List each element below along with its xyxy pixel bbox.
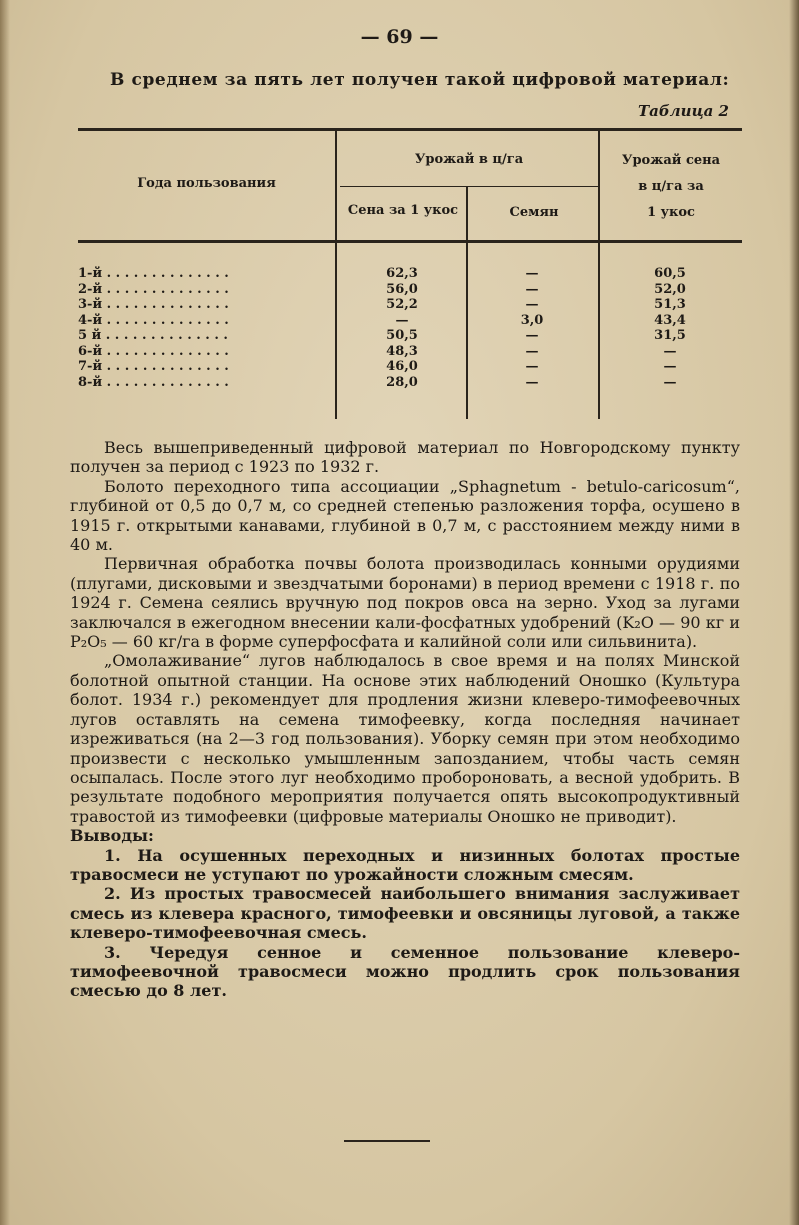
cell-hay-yield: 51,3 <box>654 297 686 312</box>
cell-hay: 56,0 <box>386 281 418 297</box>
conclusions-title: Выводы: <box>70 826 154 846</box>
cell-seed: — <box>525 343 539 359</box>
cell-hay: 62,3 <box>386 266 418 281</box>
conclusion-item: 3. Чередуя сенное и семенное пользование клеверо-тимофеевочной травосмеси можно продлить срок пользования смесью до 8 лет. <box>70 942 740 1001</box>
table-row-year: 3-й . . . . . . . . . . . . . . <box>78 297 229 312</box>
table-caption: Таблица 2 <box>637 102 729 120</box>
cell-hay-yield: 52,0 <box>654 281 686 297</box>
table-row-year: 8-й . . . . . . . . . . . . . . <box>78 374 229 390</box>
paragraph: Болото переходного типа ассоциации „Sphagnetum - betulo-caricosum“, глубиной от 0,5 до 0,7 м, со средней степенью разложения торфа, осушено в 1915 г. открытыми канавами, глубиной в 0,7 м, с расстоянием между ними в 40 м. <box>70 476 740 555</box>
cell-seed: — <box>525 359 539 374</box>
table-header-rule <box>78 240 742 243</box>
cell-hay-yield: — <box>663 343 677 359</box>
cell-seed: — <box>525 281 539 297</box>
page-left-edge <box>0 0 10 1225</box>
cell-seed: — <box>525 328 539 343</box>
header-hay-yield-line1: Урожай сена <box>621 153 721 168</box>
conclusion-item: 1. На осушенных переходных и низинных болотах простые травосмеси не уступают по урожайности сложным смесям. <box>70 845 740 884</box>
header-seeds: Семян <box>509 205 559 220</box>
cell-hay: 52,2 <box>386 297 418 312</box>
header-yield-group: Урожай в ц/га <box>414 152 524 167</box>
cell-seed: 3,0 <box>520 312 544 328</box>
yield-group-rule <box>340 186 598 187</box>
cell-hay: 50,5 <box>386 328 418 343</box>
cell-seed: — <box>525 297 539 312</box>
paragraph: „Омолаживание“ лугов наблюдалось в свое время и на полях Минской болотной опытной станции. На основе этих наблюдений Оношко (Культура болот. 1934 г.) рекомендует для продления жизни клеверо-тимофеевочных лугов оставлять на семена тимофеевку, когда последняя начинает изреживаться (на 2—3 год пользования). Уборку семян при этом необходимо произвести с несколько умышленным запозданием, чтобы часть семян осыпалась. После этого луг необходимо пробороновать, а весной удобрить. В результате подобного мероприятия получается опять высокопродуктивный травостой из тимофеевки (цифровые материалы Оношко не приводит). <box>70 651 740 826</box>
cell-hay-yield: 60,5 <box>654 266 686 281</box>
cell-hay: 28,0 <box>386 374 418 390</box>
hay-column <box>340 266 464 390</box>
cell-hay: 48,3 <box>386 343 418 359</box>
cell-seed: — <box>525 374 539 390</box>
table-top-rule <box>78 128 742 131</box>
years-column <box>78 266 330 390</box>
table-row-year: 2-й . . . . . . . . . . . . . . <box>78 281 229 297</box>
cell-seed: — <box>525 266 539 281</box>
table-divider-2 <box>466 187 468 419</box>
cell-hay: 46,0 <box>386 359 418 374</box>
paragraph: Первичная обработка почвы болота производилась конными орудиями (плугами, дисковыми и звездчатыми боронами) в период времени с 1918 г. по 1924 г. Семена сеялись вручную под покров овса на зерно. Уход за лугами заключался в ежегодном внесении кали-фосфатных удобрений (K₂O — 90 кг и P₂O₅ — 60 кг/га в форме суперфосфата и калийной соли или сильвинита). <box>70 554 740 652</box>
header-hay-yield-line3: 1 укос <box>647 205 695 220</box>
end-rule <box>344 1140 430 1142</box>
table-row-year: 6-й . . . . . . . . . . . . . . <box>78 343 229 359</box>
cell-hay-yield: — <box>663 359 677 374</box>
page-right-edge <box>789 0 799 1225</box>
cell-hay-yield: — <box>663 374 677 390</box>
header-hay-yield-line2: в ц/га за <box>638 179 704 194</box>
cell-hay: — <box>395 312 409 328</box>
table-row-year: 5 й . . . . . . . . . . . . . . <box>78 328 228 343</box>
table-divider-1 <box>335 131 337 419</box>
header-hay-1-cut: Сена за 1 укос <box>347 203 459 218</box>
cell-hay-yield: 31,5 <box>654 328 686 343</box>
hay-yield-column <box>600 266 740 390</box>
conclusion-item: 2. Из простых травосмесей наибольшего внимания заслуживает смесь из клевера красного, тимофеевки и овсяницы луговой, а также клеверо-тимофеевочная смесь. <box>70 884 740 943</box>
seed-column <box>470 266 594 390</box>
page-number: — 69 — <box>360 26 439 48</box>
header-years: Года пользования <box>137 176 276 191</box>
table-row-year: 7-й . . . . . . . . . . . . . . <box>78 359 229 374</box>
body-text <box>70 438 740 1001</box>
table-row-year: 1-й . . . . . . . . . . . . . . <box>78 266 229 281</box>
paragraph: Весь вышеприведенный цифровой материал по Новгородскому пункту получен за период с 1923 по 1932 г. <box>70 438 740 477</box>
table-row-year: 4-й . . . . . . . . . . . . . . <box>78 312 229 328</box>
intro-sentence: В среднем за пять лет получен такой цифровой материал: <box>110 70 730 90</box>
cell-hay-yield: 43,4 <box>654 312 686 328</box>
